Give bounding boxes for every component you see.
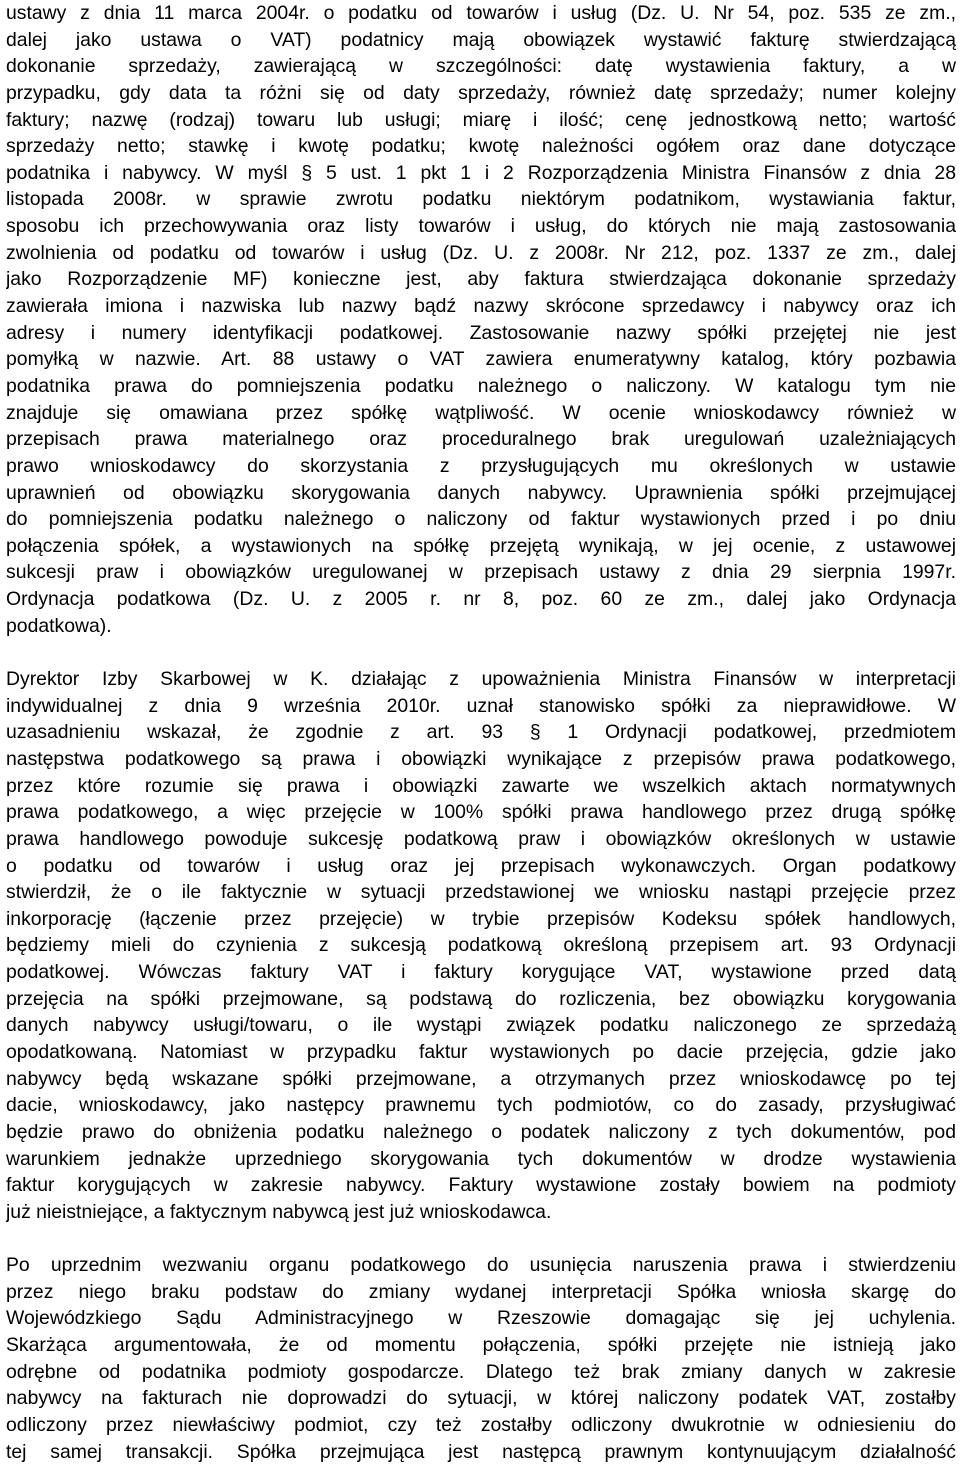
text-line: Po uprzednim wezwaniu organu podatkowego do usunięcia naruszenia prawa i stwierdzeniu — [6, 1254, 956, 1277]
text-line: przypadku, gdy data ta różni się od daty sprzedaży, również datę sprzedaży; numer kolejny — [6, 81, 956, 104]
text-line: zawierała imiona i nazwiska lub nazwy bądź nazwy skrócone sprzedawcy i nabywcy oraz ich — [6, 295, 956, 318]
text-line: podatnika prawa do pomniejszenia podatku należnego o naliczony. W katalogu tym nie — [6, 374, 956, 397]
text-line: sprzedaży netto; stawkę i kwotę podatku; kwotę należności ogółem oraz dane dotyczące — [6, 135, 956, 158]
text-line: tej samej transakcji. Spółka przejmująca jest następcą prawnym kontynuującym działalność — [6, 1440, 956, 1463]
text-line: następstwa podatkowego są prawa i obowiązki wynikające z przepisów prawa podatkowego, — [6, 747, 956, 770]
text-line: odliczony przez niewłaściwy podmiot, czy też zostałby odliczony dwukrotnie w odniesieniu do — [6, 1413, 956, 1436]
text-line: Skarżąca argumentowała, że od momentu połączenia, spółki przejęte nie istnieją jako — [6, 1334, 956, 1357]
text-line: pomyłką w nazwie. Art. 88 ustawy o VAT zawiera enumeratywny katalog, który pozbawia — [6, 348, 956, 371]
text-line: prawa podatkowego, a więc przejęcie w 100% spółki prawa handlowego przez drugą spółkę — [6, 801, 956, 824]
text-line: prawa handlowego powoduje sukcesję podatkową praw i obowiązków określonych w ustawie — [6, 827, 956, 850]
text-line: podatnika i nabywcy. W myśl § 5 ust. 1 pkt 1 i 2 Rozporządzenia Ministra Finansów z dnia 28 — [6, 161, 956, 184]
text-line: przejęcia na spółki przejmowane, są podstawą do rozliczenia, bez obowiązku korygowania — [6, 987, 956, 1010]
text-line: Wojewódzkiego Sądu Administracyjnego w Rzeszowie domagając się jej uchylenia. — [6, 1307, 956, 1330]
text-line: sposobu ich przechowywania oraz listy towarów i usług, do których nie mają zastosowania — [6, 215, 956, 238]
text-line: jako Rozporządzenie MF) konieczne jest, aby faktura stwierdzająca dokonanie sprzedaży — [6, 268, 956, 291]
text-line: nabywcy będą wskazane spółki przejmowane, a otrzymanych przez wnioskodawcę po tej — [6, 1067, 956, 1090]
text-line: Ordynacja podatkowa (Dz. U. z 2005 r. nr 8, poz. 60 ze zm., dalej jako Ordynacja — [6, 588, 956, 611]
paragraph-spacer — [6, 639, 956, 666]
text-line: będzie prawo do obniżenia podatku należnego o podatek naliczony z tych dokumentów, pod — [6, 1120, 956, 1143]
text-line: ustawy z dnia 11 marca 2004r. o podatku od towarów i usług (Dz. U. Nr 54, poz. 535 ze zm., — [6, 2, 956, 24]
text-line: dalej jako ustawa o VAT) podatnicy mają obowiązek wystawić fakturę stwierdzającą — [6, 28, 956, 51]
text-line: podatkowa). — [6, 614, 112, 637]
paragraph-1 — [6, 0, 956, 639]
text-line: danych nabywcy usługi/towaru, o ile wystąpi związek podatku naliczonego ze sprzedażą — [6, 1014, 956, 1037]
paragraph-3 — [6, 1252, 956, 1465]
text-line: inkorporację (łączenie przez przejęcie) w trybie przepisów Kodeksu spółek handlowych, — [6, 907, 956, 930]
text-line: będziemy mieli do czynienia z sukcesją podatkową określoną przepisem art. 93 Ordynacji — [6, 934, 956, 957]
text-line: Dyrektor Izby Skarbowej w K. działając z upoważnienia Ministra Finansów w interpretacji — [6, 668, 956, 691]
text-line: warunkiem jednakże uprzedniego skorygowania tych dokumentów w drodze wystawienia — [6, 1147, 956, 1170]
text-line: listopada 2008r. w sprawie zwrotu podatku niektórym podatnikom, wystawiania faktur, — [6, 188, 956, 211]
text-line: o podatku od towarów i usług oraz jej przepisach wykonawczych. Organ podatkowy — [6, 854, 956, 877]
text-line: przepisach prawa materialnego oraz proceduralnego brak uregulowań uzależniających — [6, 428, 956, 451]
text-line: sukcesji praw i obowiązków uregulowanej w przepisach ustawy z dnia 29 sierpnia 1997r. — [6, 561, 956, 584]
text-line: stwierdził, że o ile faktycznie w sytuacji przedstawionej we wniosku nastąpi przejęcie przez — [6, 881, 956, 904]
text-line: adresy i numery identyfikacji podatkowej. Zastosowanie nazwy spółki przejętej nie jest — [6, 321, 956, 344]
text-line: dokonanie sprzedaży, zawierającą w szczególności: datę wystawienia faktury, a w — [6, 55, 956, 78]
paragraph-2 — [6, 666, 956, 1225]
text-line: zwolnienia od podatku od towarów i usług (Dz. U. z 2008r. Nr 212, poz. 1337 ze zm., dalej — [6, 241, 956, 264]
text-line: połączenia spółek, a wystawionych na spółkę przejętą wynikają, w jej ocenie, z ustawowej — [6, 534, 956, 557]
text-line: uprawnień od obowiązku skorygowania danych nabywcy. Uprawnienia spółki przejmującej — [6, 481, 956, 504]
text-line: faktur korygujących w zakresie nabywcy. Faktury wystawione zostały bowiem na podmioty — [6, 1174, 956, 1197]
text-line: do pomniejszenia podatku należnego o naliczony od faktur wystawionych przed i po dniu — [6, 508, 956, 531]
text-line: przez które rozumie się prawa i obowiązki zawarte we wszelkich aktach normatywnych — [6, 774, 956, 797]
text-line: opodatkowaną. Natomiast w przypadku faktur wystawionych po dacie przejęcia, gdzie jako — [6, 1040, 956, 1063]
text-line: indywidualnej z dnia 9 września 2010r. uznał stanowisko spółki za nieprawidłowe. W — [6, 694, 956, 717]
text-line: odrębne od podatnika podmioty gospodarcze. Dlatego też brak zmiany danych w zakresie — [6, 1360, 956, 1383]
text-line: prawo wnioskodawcy do skorzystania z przysługujących mu określonych w ustawie — [6, 454, 956, 477]
text-line: nabywcy na fakturach nie doprowadzi do sytuacji, w której naliczony podatek VAT, zostałby — [6, 1387, 956, 1410]
text-line: dacie, wnioskodawcy, jako następcy prawnemu tych podmiotów, co do zasady, przysługiwać — [6, 1094, 956, 1117]
text-line: podatkowej. Wówczas faktury VAT i faktury korygujące VAT, wystawione przed datą — [6, 961, 956, 984]
text-line: uzasadnieniu wskazał, że zgodnie z art. 93 § 1 Ordynacji podatkowej, przedmiotem — [6, 721, 956, 744]
text-line: znajduje się omawiana przez spółkę wątpliwość. W ocenie wnioskodawcy również w — [6, 401, 956, 424]
text-line: już nieistniejące, a faktycznym nabywcą jest już wnioskodawca. — [6, 1200, 552, 1223]
paragraph-spacer — [6, 1225, 956, 1252]
text-line: faktury; nazwę (rodzaj) towaru lub usługi; miarę i ilość; cenę jednostkową netto; wartość — [6, 108, 956, 131]
text-line: przez niego braku podstaw do zmiany wydanej interpretacji Spółka wniosła skargę do — [6, 1280, 956, 1303]
